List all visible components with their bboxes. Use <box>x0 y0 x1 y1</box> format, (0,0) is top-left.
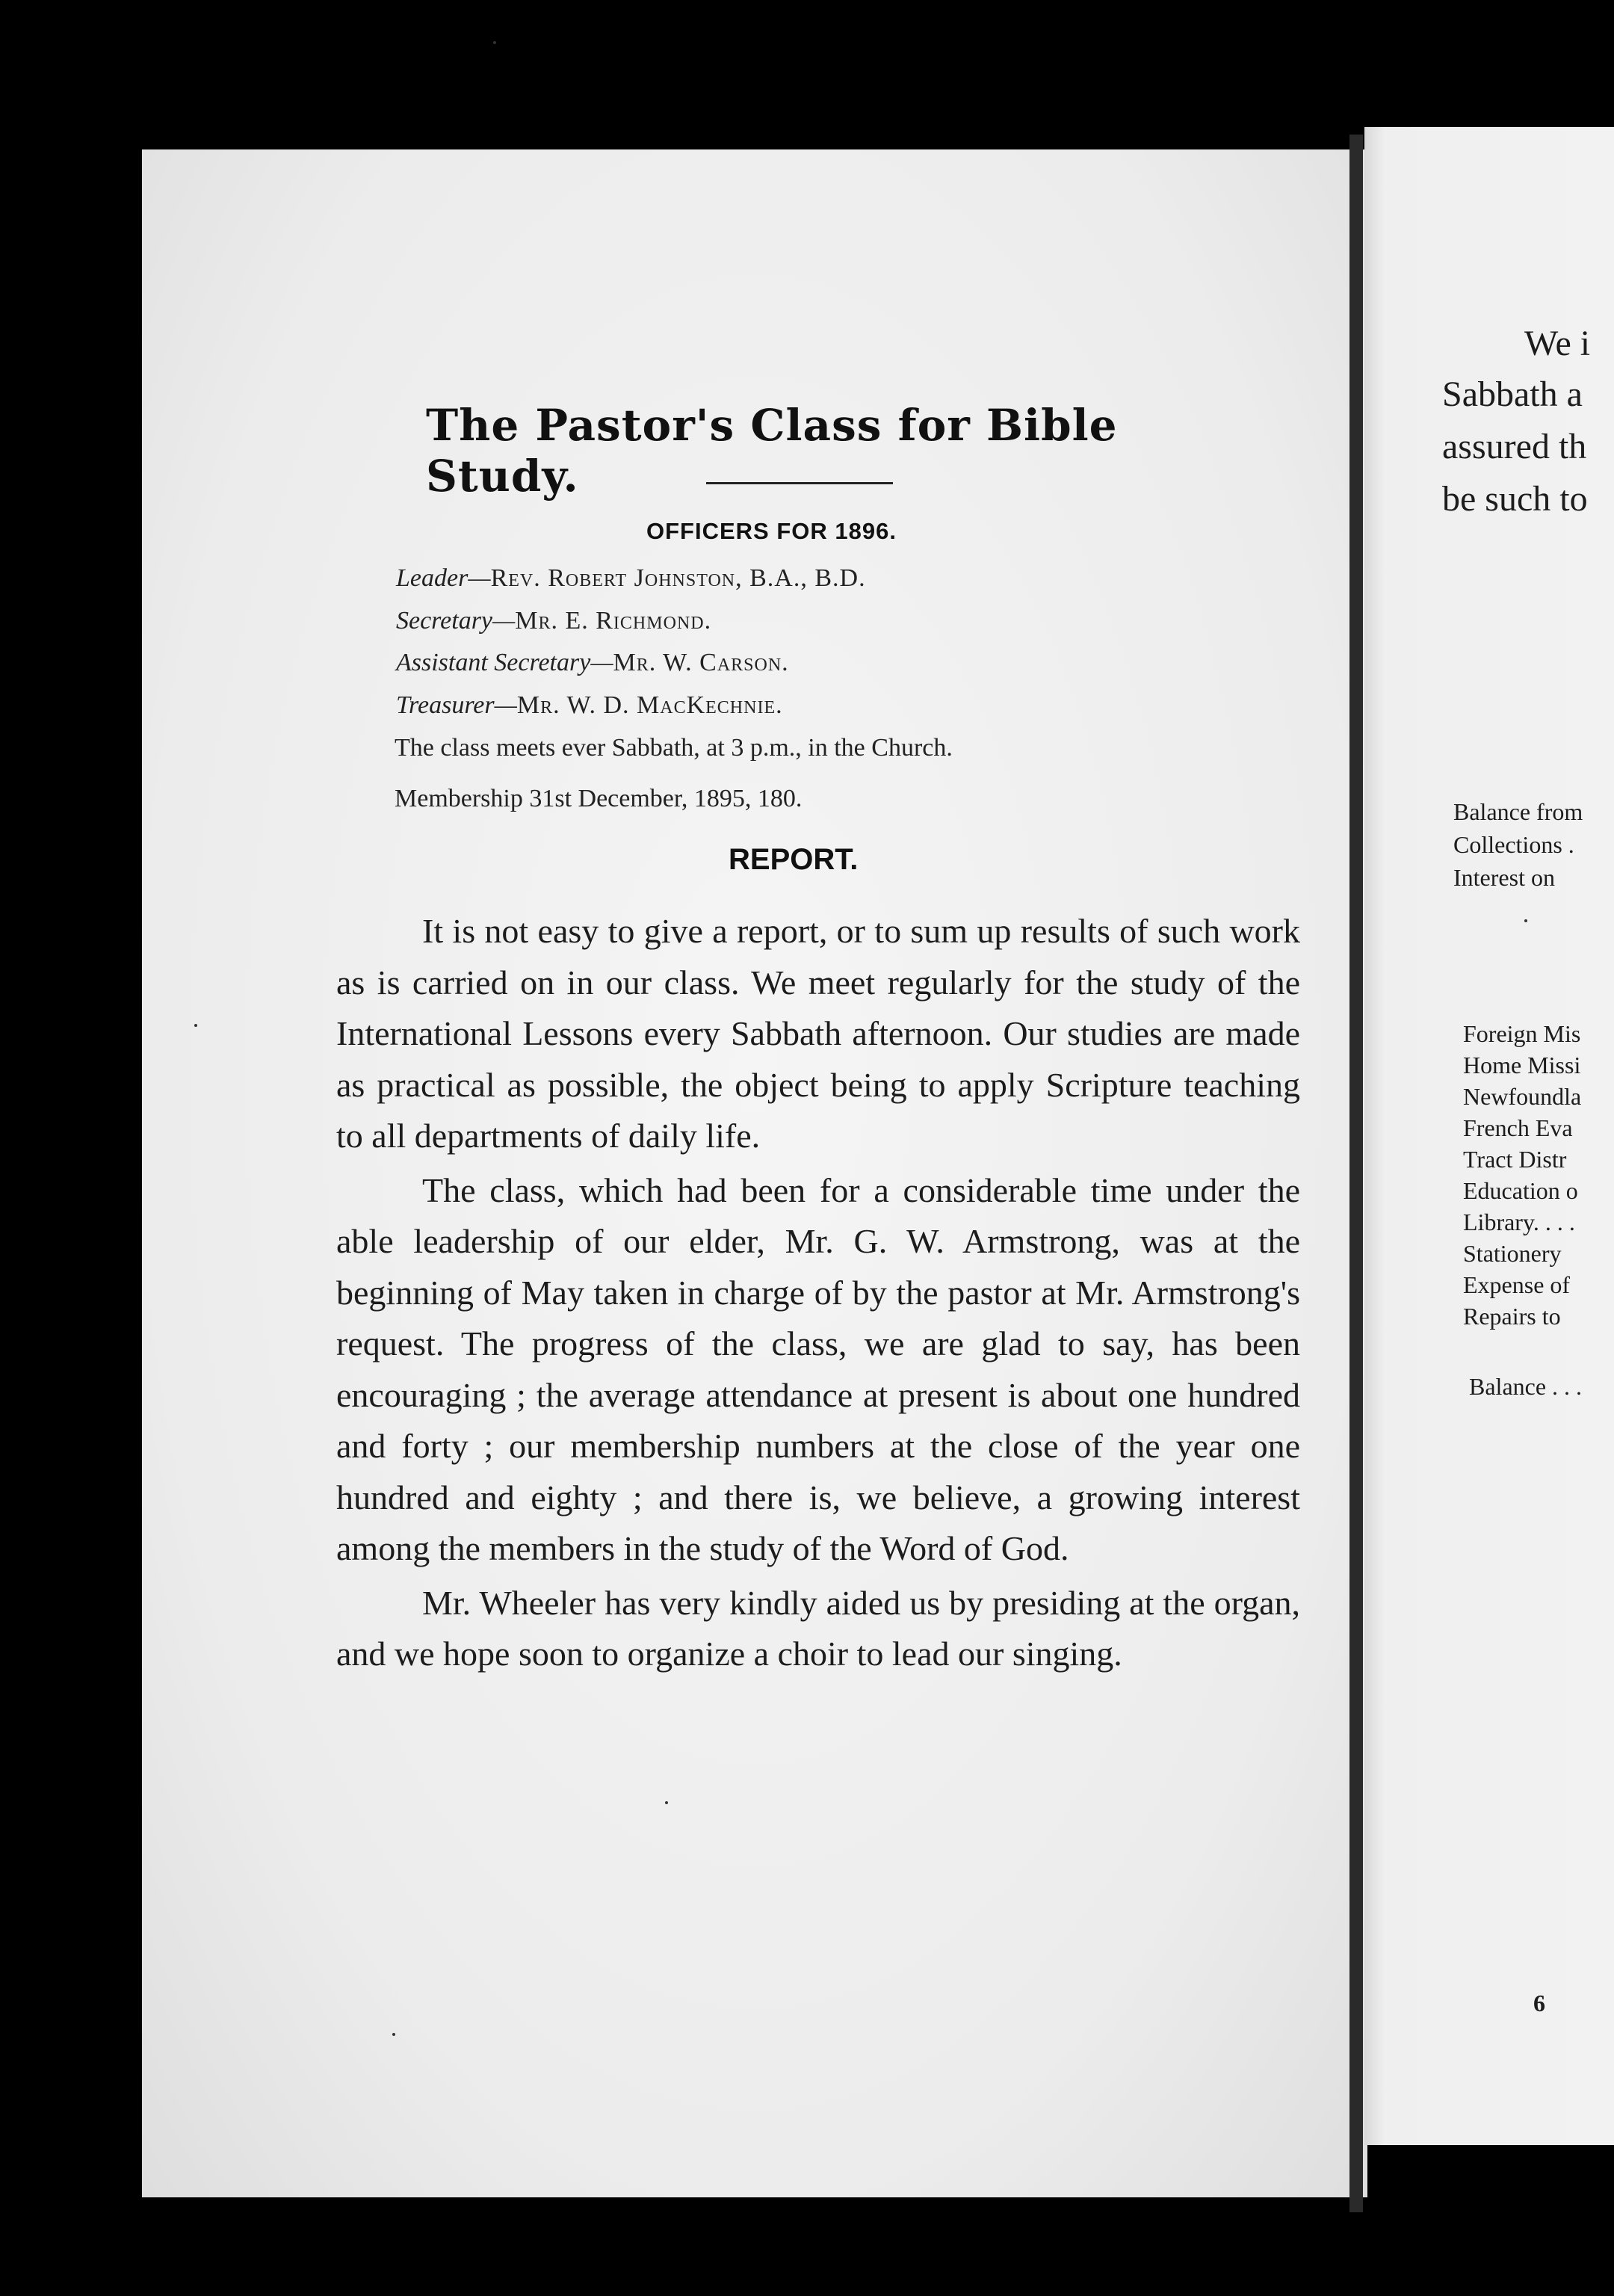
scan-speck <box>665 1801 668 1804</box>
scan-speck <box>194 1024 197 1027</box>
right-page-line: Sabbath a <box>1442 374 1583 414</box>
scan-speck <box>493 41 496 44</box>
scan-speck <box>392 2033 395 2036</box>
expenditure-line: Expense of <box>1463 1271 1571 1298</box>
report-paragraph: Mr. Wheeler has very kindly aided us by presiding at the organ, and we hope soon to organize a choir to lead our singing. <box>336 1583 1300 1673</box>
officer-name: Mr. E. Richmond. <box>515 607 712 635</box>
report-paragraph: It is not easy to give a report, or to sum up results of such work as is carried on in our class. We meet regularly for the study of the International Lessons every Sabbath afternoon. Our studies are made as practical as possible, the object being to apply Scripture teaching to all departments of daily life. <box>336 912 1300 1155</box>
balance-line: Balance . . . <box>1469 1373 1583 1400</box>
officer-assistant-secretary <box>396 649 789 677</box>
expenditure-line: Repairs to <box>1463 1303 1561 1330</box>
officer-name: Mr. W. Carson. <box>613 649 789 676</box>
officer-secretary <box>396 607 711 635</box>
title-divider <box>706 482 893 484</box>
receipt-line: Interest on <box>1453 864 1555 891</box>
scan-speck <box>1524 919 1527 922</box>
expenditure-line: Stationery <box>1463 1240 1562 1267</box>
officer-name: Mr. W. D. MacKechnie. <box>516 691 783 719</box>
expenditure-line: Foreign Mis <box>1463 1020 1581 1047</box>
right-page-line: be such to <box>1442 479 1588 519</box>
officer-leader <box>396 564 866 593</box>
page-number: 6 <box>1533 1990 1545 2016</box>
meeting-info: The class meets ever Sabbath, at 3 p.m., in the Church. <box>395 734 953 762</box>
receipt-line: Collections . <box>1453 831 1574 858</box>
officer-role: Secretary— <box>396 607 516 635</box>
expenditure-line: French Eva <box>1463 1114 1573 1141</box>
expenditure-line: Library. . . . <box>1463 1209 1575 1235</box>
expenditure-line: Tract Distr <box>1463 1146 1567 1173</box>
book-gutter <box>1349 135 1363 2212</box>
expenditure-line: Education o <box>1463 1177 1578 1204</box>
report-paragraph: The class, which had been for a considerable time under the able leadership of our elder, Mr. G. W. Armstrong, was at the beginning of May taken in charge of by the pastor at Mr. Armstrong's request. The progress of the class, we are glad to say, has been encouraging ; the average attendance at present is about one hundred and forty ; our membership numbers at the close of the year one hundred and eighty ; and there is, we believe, a growing interest among the members in the study of the Word of God. <box>336 1170 1300 1567</box>
expenditure-line: Newfoundla <box>1463 1083 1582 1110</box>
expenditure-line: Home Missi <box>1463 1052 1581 1078</box>
page-title: The Pastor's Class for Bible Study. <box>426 400 1118 502</box>
report-body <box>336 906 1300 1680</box>
report-heading: REPORT. <box>729 843 859 876</box>
right-page-line: We i <box>1524 324 1591 363</box>
officer-treasurer <box>396 691 783 720</box>
officer-role: Leader— <box>396 564 491 592</box>
receipt-line: Balance from <box>1453 798 1583 825</box>
officer-name: Rev. Robert Johnston, B.A., B.D. <box>490 564 866 592</box>
officer-role: Assistant Secretary— <box>396 649 613 676</box>
officers-heading: OFFICERS FOR 1896. <box>646 518 897 544</box>
officer-role: Treasurer— <box>396 691 517 719</box>
membership-info: Membership 31st December, 1895, 180. <box>395 785 803 812</box>
right-page-line: assured th <box>1442 427 1587 466</box>
